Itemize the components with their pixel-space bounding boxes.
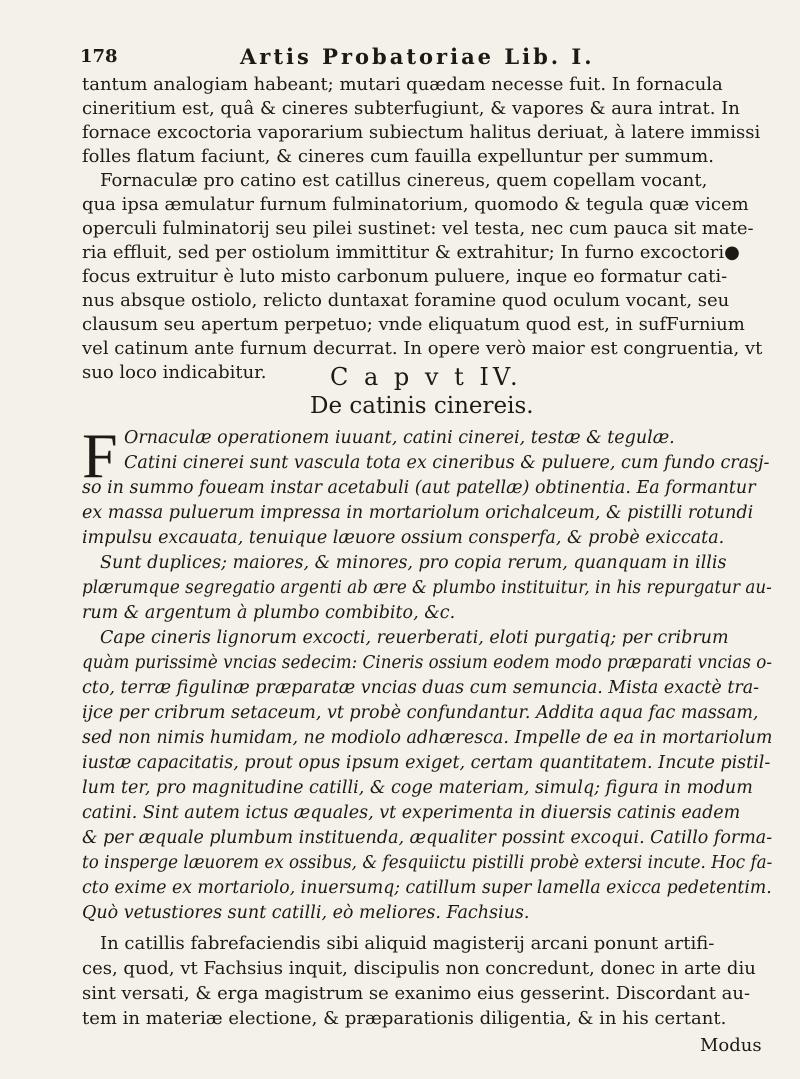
text-line: vel catinum ante furnum decurrat. In opere verò maior est congruentia, vt — [82, 338, 763, 359]
text-line: fornace excoctoria vaporarium subiectum halitus deriuat, à latere immissi — [82, 122, 761, 143]
chapter-subtitle: De catinis cinereis. — [310, 393, 534, 419]
text-line: ria effluit, sed per ostiolum immittitur & extrahitur; In furno excoctori● — [82, 242, 740, 263]
text-line: tantum analogiam habeant; mutari quædam necesse fuit. In fornacula — [82, 74, 723, 95]
text-line: Quò vetustiores sunt catilli, eò meliores. Fachsius. — [82, 903, 530, 923]
text-line: so in summo foueam instar acetabuli (aut patellæ) obtinentia. Ea formantur — [82, 478, 756, 498]
text-line: nus absque ostiolo, relicto duntaxat foramine quod oculum vocant, seu — [82, 290, 730, 311]
text-line: suo loco indicabitur. — [82, 362, 267, 383]
text-line: cto, terræ figulinæ præparatæ vncias duas cum semuncia. Mista exactè tra- — [82, 678, 760, 698]
text-line: Catini cinerei sunt vascula tota ex cineribus & puluere, cum fundo crasj- — [124, 453, 770, 473]
chapter-title: C a p v t IV. — [330, 363, 522, 391]
text-line: impulsu excauata, tenuique læuore ossium consperfa, & probè exiccata. — [82, 528, 725, 548]
text-line: sed non nimis humidam, ne modiolo adhæresca. Impelle de ea in mortariolum — [82, 728, 773, 748]
text-line: In catillis fabrefaciendis sibi aliquid magisterij arcani ponunt artifi- — [100, 933, 715, 954]
text-line: Ornaculæ operationem iuuant, catini cinerei, testæ & tegulæ. — [124, 428, 675, 448]
text-line: cto exime ex mortariolo, inuersumq; catillum super lamella exicca pedetentim. — [82, 878, 772, 898]
text-line: ijce per cribrum setaceum, vt probè confundantur. Addita aqua fac massam, — [82, 703, 759, 723]
text-line: cineritium est, quâ & cineres subterfugiunt, & vapores & aura intrat. In — [82, 98, 740, 119]
text-line: quàm purissimè vncias sedecim: Cineris ossium eodem modo præparati vncias o- — [82, 653, 773, 673]
page-number: 178 — [80, 46, 118, 67]
text-line: plærumque segregatio argenti ab ære & plumbo instituitur, in his repurgatur au- — [82, 578, 772, 598]
text-line: sint versati, & erga magistrum se exanimo eius gesserint. Discordant au- — [82, 983, 751, 1004]
text-line: rum & argentum à plumbo combibito, &c. — [82, 603, 456, 623]
text-line: folles flatum faciunt, & cineres cum fauilla expelluntur per summum. — [82, 146, 714, 167]
text-line: to insperge læuorem ex ossibus, & fesquiictu pistilli probè extersi incute. Hoc fa- — [82, 853, 773, 873]
text-line: ces, quod, vt Fachsius inquit, discipulis non concredunt, donec in arte diu — [82, 958, 756, 979]
text-line: clausum seu apertum perpetuo; vnde eliquatum quod est, in sufFurnium — [82, 314, 745, 335]
text-line: qua ipsa æmulatur furnum fulminatorium, quomodo & tegula quæ vicem — [82, 194, 749, 215]
page-header — [80, 44, 770, 72]
text-line: Fornaculæ pro catino est catillus cinereus, quem copellam vocant, — [100, 170, 708, 191]
text-line: focus extruitur è luto misto carbonum puluere, inque eo formatur cati- — [82, 266, 728, 287]
text-line: Cape cineris lignorum excocti, reuerberati, eloti purgatiq; per cribrum — [100, 628, 729, 648]
text-line: catini. Sint autem ictus æquales, vt experimenta in diuersis catinis eadem — [82, 803, 741, 823]
text-line: operculi fulminatorij seu pilei sustinet: vel testa, nec cum pauca sit mate- — [82, 218, 754, 239]
drop-cap: F — [82, 420, 118, 491]
text-line: tem in materiæ electione, & præparationis diligentia, & in his certant. — [82, 1008, 727, 1029]
running-title: Artis Probatoriae Lib. I. — [240, 44, 595, 69]
text-line: iustæ capacitatis, prout opus ipsum exiget, certam quantitatem. Incute pistil- — [82, 753, 771, 773]
text-line: & per æquale plumbum instituenda, æqualiter possint excoqui. Catillo forma- — [82, 828, 773, 848]
catchword: Modus — [700, 1035, 762, 1056]
text-line: Sunt duplices; maiores, & minores, pro copia rerum, quanquam in illis — [100, 553, 727, 573]
text-line: ex massa puluerum impressa in mortariolum orichalceum, & pistilli rotundi — [82, 503, 754, 523]
text-line: lum ter, pro magnitudine catilli, & coge materiam, simulq; figura in modum — [82, 778, 753, 798]
